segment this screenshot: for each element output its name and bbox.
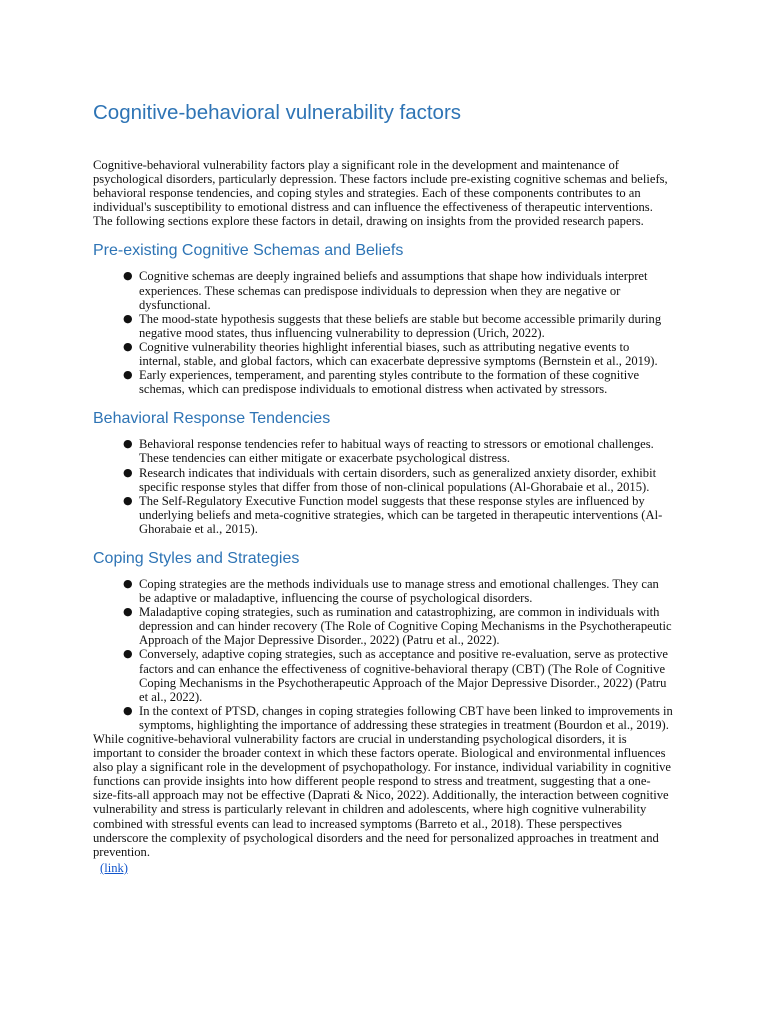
bullet-icon: ● — [123, 339, 133, 353]
bullet-icon: ● — [123, 605, 133, 619]
section-behavioral-response — [93, 409, 673, 536]
list-item: ● The Self-Regulatory Executive Function model suggests that these response styles are influenced by underlying beliefs and meta-cognitive strategies, which can be targeted in therapeutic interventions (Al-Ghorabaie et al., 2015). — [123, 493, 663, 536]
section-coping-styles — [93, 549, 673, 732]
bullet-icon: ● — [123, 311, 133, 325]
section-cognitive-schemas — [93, 241, 673, 396]
list-item: ● Early experiences, temperament, and parenting styles contribute to the formation of these cognitive schemas, which can predispose individuals to emotional distress when activated by stressors. — [123, 368, 640, 397]
bullet-icon: ● — [123, 437, 133, 451]
section-heading: Behavioral Response Tendencies — [93, 410, 331, 428]
bullet-icon: ● — [123, 269, 133, 283]
list-item: ● Behavioral response tendencies refer to habitual ways of reacting to stressors or emotional challenges. These tendencies can either mitigate or exacerbate psychological distress. — [123, 437, 654, 466]
list-item: ● Cognitive schemas are deeply ingrained beliefs and assumptions that shape how individuals interpret experiences. These schemas can predispose individuals to depression when they are negative or dysfunctional. — [123, 269, 648, 312]
bullet-list — [93, 437, 673, 536]
list-item: ● Coping strategies are the methods individuals use to manage stress and emotional challenges. They can be adaptive or maladaptive, influencing the course of psychological disorders. — [123, 576, 659, 606]
list-item: ● Cognitive vulnerability theories highlight inferential biases, such as attributing negative events to internal, stable, and global factors, which can exacerbate depressive symptoms (Bernstein et al., 2019). — [123, 339, 658, 369]
document-page — [93, 100, 673, 877]
list-item: ● In the context of PTSD, changes in coping strategies following CBT have been linked to improvements in symptoms, highlighting the importance of addressing these strategies in treatment (Bourdon et al., 2019). — [123, 703, 673, 732]
bullet-icon: ● — [123, 465, 133, 479]
list-item: ● Maladaptive coping strategies, such as rumination and catastrophizing, are common in individuals with depression and can hinder recovery (The Role of Cognitive Coping Mechanisms in the Psychotherapeutic Approach of the Major Depressive Disorder., 2022) (Patru et al., 2022). — [123, 605, 672, 648]
section-heading: Pre-existing Cognitive Schemas and Beliefs — [93, 242, 404, 260]
bullet-list — [93, 269, 673, 396]
section-heading: Coping Styles and Strategies — [93, 549, 300, 567]
bullet-icon: ● — [123, 647, 133, 661]
list-item: ● Conversely, adaptive coping strategies, such as acceptance and positive re-evaluation, serve as protective factors and can enhance the effectiveness of cognitive-behavioral therapy (CBT) (The Role of Cognitive Coping Mechanisms in the Psychotherapeutic Approach of the Major Depressive Disorder., 2022) (Patru et al., 2022). — [123, 647, 668, 704]
document-title: Cognitive-behavioral vulnerability factors — [93, 101, 462, 124]
bullet-icon: ● — [123, 703, 133, 717]
bullet-icon: ● — [123, 576, 133, 590]
source-link[interactable]: (link) — [100, 860, 128, 875]
intro-paragraph: Cognitive-behavioral vulnerability factors play a significant role in the development and maintenance of psychological disorders, particularly depression. These factors include pre-existing cognitive schemas and beliefs, behavioral response tendencies, and coping styles and strategies. Each of these components contributes to an individual's susceptibility to emotional distress and can influence the effectiveness of therapeutic interventions. The following sections explore these factors in detail, drawing on insights from the provided research papers. — [93, 158, 668, 229]
bullet-icon: ● — [123, 493, 133, 507]
list-item: ● Research indicates that individuals with certain disorders, such as generalized anxiety disorder, exhibit specific response styles that differ from those of non-clinical populations (Al-Ghorabaie et al., 2015). — [123, 465, 657, 494]
closing-paragraph: While cognitive-behavioral vulnerability factors are crucial in understanding psychological disorders, it is important to consider the broader context in which these factors operate. Biological and environmental influences also play a significant role in the development of psychopathology. For instance, individual variability in cognitive functions can provide insights into how different people respond to stress and treatment, suggesting that a one-size-fits-all approach may not be effective (Daprati & Nico, 2022). Additionally, the interaction between cognitive vulnerability and stress is particularly relevant in children and adolescents, where high cognitive vulnerability combined with stressful events can lead to increased symptoms (Barreto et al., 2018). These perspectives underscore the complexity of psychological disorders and the need for personalized approaches in treatment and prevention. — [93, 732, 672, 859]
bullet-icon: ● — [123, 368, 133, 382]
bullet-list — [93, 577, 673, 732]
list-item: ● The mood-state hypothesis suggests that these beliefs are stable but become accessible primarily during negative mood states, thus influencing vulnerability to depression (Urich, 2022). — [123, 311, 662, 340]
